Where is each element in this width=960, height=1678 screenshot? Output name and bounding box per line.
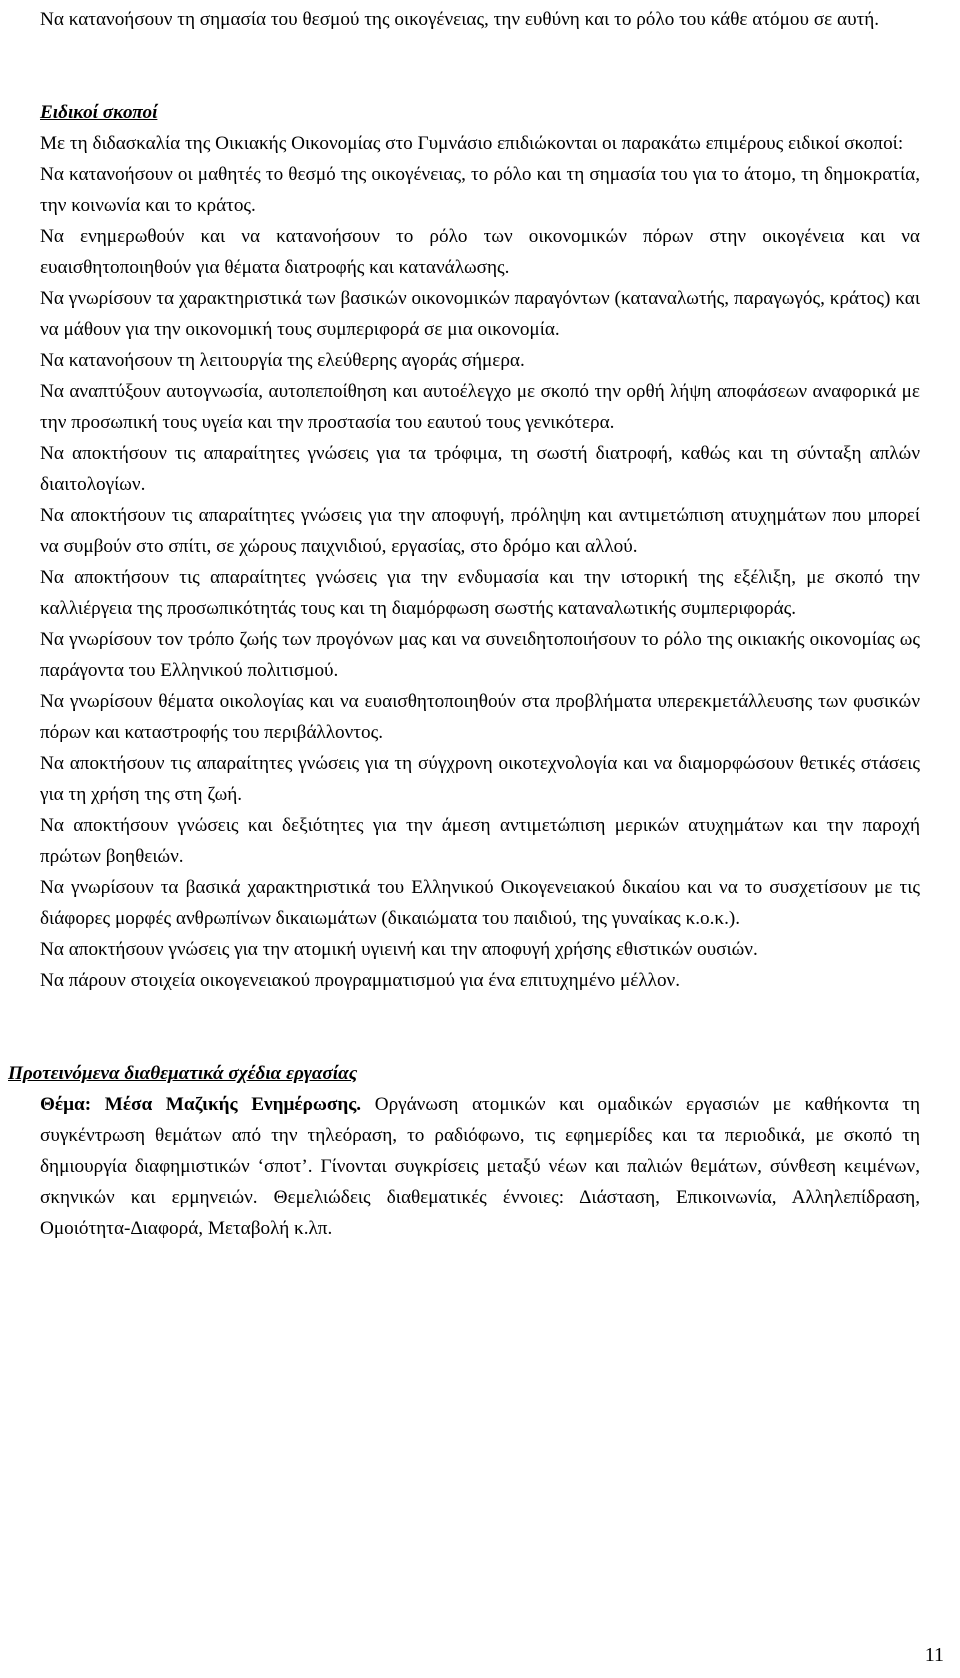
goal-item: Να αποκτήσουν τις απαραίτητες γνώσεις για τη σύγχρονη οικοτεχνολογία και να διαμορφώσουν θετικές στάσεις για τη χρήση της στη ζωή. — [40, 753, 920, 805]
spacer — [40, 35, 920, 97]
theme-label: Θέμα: Μέσα Μαζικής Ενημέρωσης. — [40, 1094, 362, 1115]
goal-item: Να αποκτήσουν τις απαραίτητες γνώσεις για την αποφυγή, πρόληψη και αντιμετώπιση ατυχημάτων που μπορεί να συμβούν στο σπίτι, σε χώρους παιχνιδιού, εργασίας, στο δρόμο και αλλού. — [40, 505, 920, 557]
projects-paragraph — [40, 1089, 920, 1244]
specific-goals-lead: Με τη διδασκαλία της Οικιακής Οικονομίας στο Γυμνάσιο επιδιώκονται οι παρακάτω επιμέρους ειδικοί σκοποί: — [40, 133, 904, 154]
goal-item: Να γνωρίσουν τα χαρακτηριστικά των βασικών οικονομικών παραγόντων (καταναλωτής, παραγωγός, κράτος) και να μάθουν για την οικονομική τους συμπεριφορά σε μια οικονομία. — [40, 288, 920, 340]
goal-item: Να ενημερωθούν και να κατανοήσουν το ρόλο των οικονομικών πόρων στην οικογένεια και να ευαισθητοποιηθούν για θέματα διατροφής και κατανάλωσης. — [40, 226, 920, 278]
goal-item: Να κατανοήσουν τη λειτουργία της ελεύθερης αγοράς σήμερα. — [40, 350, 525, 371]
goal-item: Να αναπτύξουν αυτογνωσία, αυτοπεποίθηση και αυτοέλεγχο με σκοπό την ορθή λήψη αποφάσεων αναφορικά με την προσωπική τους υγεία και την προστασία του εαυτού τους γενικότερα. — [40, 381, 920, 433]
goal-item: Να αποκτήσουν τις απαραίτητες γνώσεις για τα τρόφιμα, τη σωστή διατροφή, καθώς και τη σύνταξη απλών διαιτολογίων. — [40, 443, 920, 495]
projects-heading: Προτεινόμενα διαθεματικά σχέδια εργασίας — [8, 1063, 358, 1084]
goal-item: Να αποκτήσουν γνώσεις για την ατομική υγιεινή και την αποφυγή χρήσης εθιστικών ουσιών. — [40, 939, 758, 960]
document-page — [8, 4, 920, 1244]
goal-item: Να πάρουν στοιχεία οικογενειακού προγραμματισμού για ένα επιτυχημένο μέλλον. — [40, 970, 681, 991]
goal-item: Να γνωρίσουν τον τρόπο ζωής των προγόνων μας και να συνειδητοποιήσουν το ρόλο της οικιακής οικονομίας ως παράγοντα του Ελληνικού πολιτισμού. — [40, 629, 920, 681]
page-number: 11 — [924, 1644, 944, 1666]
goal-item: Να κατανοήσουν οι μαθητές το θεσμό της οικογένειας, το ρόλο και τη σημασία του για το άτομο, τη δημοκρατία, την κοινωνία και το κράτος. — [40, 164, 920, 216]
intro-paragraph: Να κατανοήσουν τη σημασία του θεσμού της οικογένειας, την ευθύνη και το ρόλο του κάθε ατόμου σε αυτή. — [40, 9, 880, 30]
specific-goals-heading: Ειδικοί σκοποί — [40, 102, 158, 123]
goal-item: Να αποκτήσουν τις απαραίτητες γνώσεις για την ενδυμασία και την ιστορική της εξέλιξη, με σκοπό την καλλιέργεια της προσωπικότητάς τους και τη διαμόρφωση σωστής καταναλωτικής συμπεριφοράς. — [40, 567, 920, 619]
theme-text: Οργάνωση ατομικών και ομαδικών εργασιών με καθήκοντα τη συγκέντρωση θεμάτων από την τηλεόραση, το ραδιόφωνο, τις εφημερίδες και τα περιοδικά, με σκοπό τη δημιουργία διαφημιστικών ‘σποτ’. Γίνονται συγκρίσεις μεταξύ νέων και παλιών θεμάτων, σύνθεση κειμένων, σκηνικών και ερμηνειών. Θεμελιώδεις διαθεματικές έννοιες: Διάσταση, Επικοινωνία, Αλληλεπίδραση, Ομοιότητα-Διαφορά, Μεταβολή κ.λπ. — [40, 1094, 920, 1239]
goal-item: Να αποκτήσουν γνώσεις και δεξιότητες για την άμεση αντιμετώπιση μερικών ατυχημάτων και την παροχή πρώτων βοηθειών. — [40, 815, 920, 867]
goal-item: Να γνωρίσουν θέματα οικολογίας και να ευαισθητοποιηθούν στα προβλήματα υπερεκμετάλλευσης των φυσικών πόρων και καταστροφής του περιβάλλοντος. — [40, 691, 920, 743]
spacer — [40, 996, 920, 1058]
goal-item: Να γνωρίσουν τα βασικά χαρακτηριστικά του Ελληνικού Οικογενειακού δικαίου και να το συσχετίσουν με τις διάφορες μορφές ανθρωπίνων δικαιωμάτων (δικαιώματα του παιδιού, της γυναίκας κ.ο.κ.). — [40, 877, 920, 929]
